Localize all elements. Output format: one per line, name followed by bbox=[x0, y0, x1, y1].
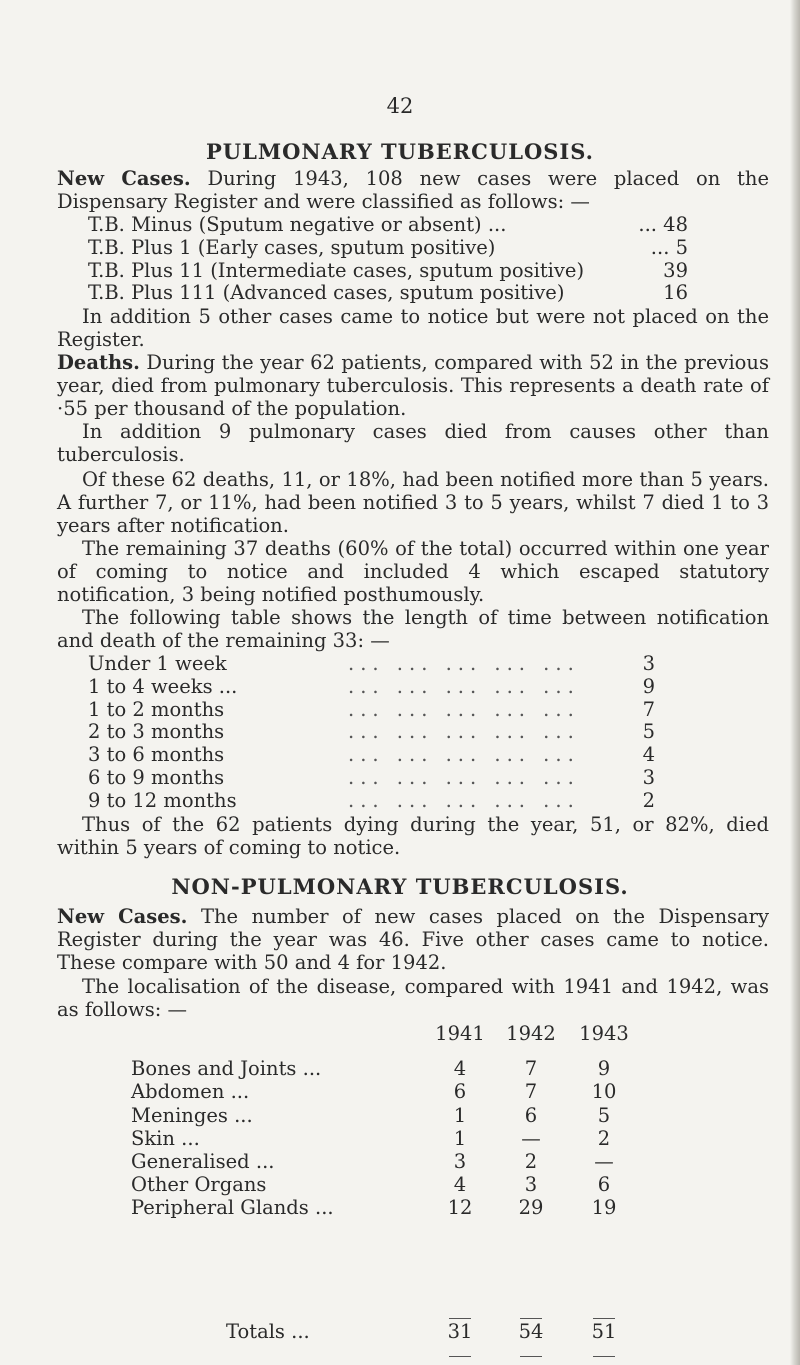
table-cell: 7 bbox=[524, 1057, 538, 1081]
table-cell: 6 bbox=[453, 1080, 467, 1104]
table-row bbox=[131, 1127, 731, 1150]
total-cell: 51 bbox=[591, 1320, 617, 1343]
pulmonary-new-cases-lead: New Cases. bbox=[57, 167, 191, 190]
duration-list bbox=[88, 653, 655, 813]
pulmonary-new-cases-paragraph bbox=[57, 168, 769, 214]
duration-label: Under 1 week bbox=[88, 652, 227, 675]
pulmonary-deaths-lead: Deaths. bbox=[57, 351, 140, 374]
leader-dots: ... ... ... ... ... bbox=[348, 674, 580, 698]
pulmonary-table-intro: The following table shows the length of time between notification and death of the remaining 33: — bbox=[57, 606, 769, 652]
pulmonary-notified-paragraph: Of these 62 deaths, 11, or 18%, had been notified more than 5 years. A further 7, or 11%, had been notified 3 to 5 years, whilst 7 died 1 to 3 years after notification. bbox=[57, 468, 769, 537]
duration-value: 9 bbox=[642, 674, 655, 698]
site-label: Skin ... bbox=[131, 1126, 200, 1150]
table-row bbox=[131, 1196, 731, 1219]
table-row bbox=[131, 1104, 731, 1127]
pulmonary-other-causes-paragraph: In addition 9 pulmonary cases died from causes other than tuberculosis. bbox=[57, 420, 769, 466]
non-pulmonary-title: NON-PULMONARY TUBERCULOSIS. bbox=[171, 874, 629, 899]
classification-value: 39 bbox=[663, 258, 688, 282]
non-pulmonary-new-cases-text: The number of new cases placed on the Dispensary Register during the year was 46. Five other cases came to notice. These compare with 50 and 4 for 1942. bbox=[57, 905, 769, 974]
duration-label: 3 to 6 months bbox=[88, 743, 225, 767]
table-cell: 1 bbox=[453, 1126, 467, 1150]
totals-row-wrapper bbox=[131, 1320, 731, 1343]
total-rule bbox=[593, 1318, 615, 1319]
pulmonary-addition-paragraph: In addition 5 other cases came to notice but were not placed on the Register. bbox=[57, 305, 769, 351]
total-rule bbox=[449, 1356, 471, 1357]
table-cell: 3 bbox=[524, 1173, 538, 1197]
duration-row bbox=[88, 653, 655, 676]
classification-row bbox=[88, 214, 688, 237]
table-cell: 5 bbox=[597, 1103, 611, 1127]
table-cell: 6 bbox=[597, 1173, 611, 1197]
classification-row bbox=[88, 282, 688, 305]
duration-value: 5 bbox=[642, 720, 655, 744]
table-row bbox=[131, 1150, 731, 1173]
table-cell: — bbox=[521, 1126, 541, 1150]
localisation-intro: The localisation of the disease, compared with 1941 and 1942, was as follows: — bbox=[57, 975, 769, 1021]
duration-value: 4 bbox=[642, 743, 655, 767]
total-rule bbox=[520, 1356, 542, 1357]
duration-value: 7 bbox=[642, 697, 655, 721]
table-cell: 9 bbox=[597, 1057, 611, 1081]
pulmonary-remaining-paragraph: The remaining 37 deaths (60% of the total) occurred within one year of coming to notice and included 4 which escaped statutory notification, 3 being notified posthumously. bbox=[57, 537, 769, 606]
table-cell: 29 bbox=[518, 1196, 544, 1220]
classification-value: ... 5 bbox=[650, 235, 688, 259]
leader-dots: ... ... ... ... ... bbox=[348, 788, 580, 812]
table-header-row bbox=[131, 1022, 731, 1045]
table-row bbox=[131, 1080, 731, 1103]
duration-row bbox=[88, 744, 655, 767]
table-cell: 12 bbox=[447, 1196, 473, 1220]
year-header: 1942 bbox=[506, 1022, 556, 1045]
duration-label: 1 to 2 months bbox=[88, 697, 225, 721]
duration-value: 3 bbox=[642, 765, 655, 789]
total-rule bbox=[593, 1356, 615, 1357]
year-header: 1941 bbox=[435, 1022, 485, 1045]
table-cell: 7 bbox=[524, 1080, 538, 1104]
page-edge-shadow bbox=[790, 0, 800, 1365]
pulmonary-deaths-paragraph bbox=[57, 352, 769, 420]
site-label: Peripheral Glands ... bbox=[131, 1196, 334, 1220]
non-pulmonary-new-cases-lead: New Cases. bbox=[57, 905, 188, 928]
duration-label: 2 to 3 months bbox=[88, 720, 225, 744]
table-cell: 3 bbox=[453, 1149, 467, 1173]
classification-row bbox=[88, 260, 688, 283]
pulmonary-title: PULMONARY TUBERCULOSIS. bbox=[206, 139, 594, 164]
pulmonary-summary-paragraph: Thus of the 62 patients dying during the year, 51, or 82%, died within 5 years of coming to notice. bbox=[57, 813, 769, 859]
classification-row bbox=[88, 237, 688, 260]
pulmonary-new-cases-text: During 1943, 108 new cases were placed on the Dispensary Register and were classified as follows: — bbox=[57, 167, 769, 213]
classification-label: T.B. Plus 111 (Advanced cases, sputum positive) bbox=[88, 281, 565, 305]
total-cell: 31 bbox=[447, 1320, 473, 1343]
classification-label: T.B. Minus (Sputum negative or absent) ... bbox=[88, 213, 507, 236]
table-cell: 1 bbox=[453, 1103, 467, 1127]
total-rule bbox=[520, 1318, 542, 1319]
site-label: Meninges ... bbox=[131, 1103, 253, 1127]
table-cell: 2 bbox=[524, 1149, 538, 1173]
table-cell: 10 bbox=[591, 1080, 617, 1104]
leader-dots: ... ... ... ... ... bbox=[348, 697, 580, 721]
table-row bbox=[131, 1057, 731, 1080]
localisation-table bbox=[131, 1022, 731, 1220]
site-label: Abdomen ... bbox=[131, 1080, 250, 1104]
classification-value: 16 bbox=[663, 281, 688, 305]
page-number: 42 bbox=[386, 94, 414, 118]
total-cell: 54 bbox=[518, 1320, 544, 1343]
pulmonary-deaths-text: During the year 62 patients, compared with 52 in the previous year, died from pulmonary tuberculosis. This represents a death rate of ·55 per thousand of the population. bbox=[57, 351, 769, 420]
duration-row bbox=[88, 767, 655, 790]
total-rule bbox=[449, 1318, 471, 1319]
duration-label: 9 to 12 months bbox=[88, 788, 237, 812]
leader-dots: ... ... ... ... ... bbox=[348, 743, 580, 767]
table-row bbox=[131, 1173, 731, 1196]
duration-label: 1 to 4 weeks ... bbox=[88, 674, 238, 698]
duration-row bbox=[88, 676, 655, 699]
non-pulmonary-new-cases-paragraph bbox=[57, 906, 769, 974]
classification-label: T.B. Plus 1 (Early cases, sputum positive) bbox=[88, 235, 496, 259]
duration-value: 3 bbox=[642, 652, 655, 675]
site-label: Generalised ... bbox=[131, 1149, 275, 1173]
duration-label: 6 to 9 months bbox=[88, 765, 225, 789]
year-header: 1943 bbox=[579, 1022, 629, 1045]
table-cell: 19 bbox=[591, 1196, 617, 1220]
totals-label: Totals ... bbox=[226, 1320, 310, 1343]
table-cell: — bbox=[594, 1149, 614, 1173]
duration-row bbox=[88, 790, 655, 813]
table-cell: 4 bbox=[453, 1173, 467, 1197]
duration-row bbox=[88, 699, 655, 722]
leader-dots: ... ... ... ... ... bbox=[348, 652, 580, 675]
leader-dots: ... ... ... ... ... bbox=[348, 765, 580, 789]
duration-row bbox=[88, 721, 655, 744]
table-cell: 2 bbox=[597, 1126, 611, 1150]
table-cell: 4 bbox=[453, 1057, 467, 1081]
classification-value: ... 48 bbox=[638, 213, 688, 236]
site-label: Bones and Joints ... bbox=[131, 1057, 322, 1081]
duration-value: 2 bbox=[642, 788, 655, 812]
leader-dots: ... ... ... ... ... bbox=[348, 720, 580, 744]
classification-list bbox=[88, 214, 688, 305]
table-cell: 6 bbox=[524, 1103, 538, 1127]
classification-label: T.B. Plus 11 (Intermediate cases, sputum positive) bbox=[88, 258, 585, 282]
site-label: Other Organs bbox=[131, 1173, 267, 1197]
totals-row bbox=[131, 1320, 731, 1343]
